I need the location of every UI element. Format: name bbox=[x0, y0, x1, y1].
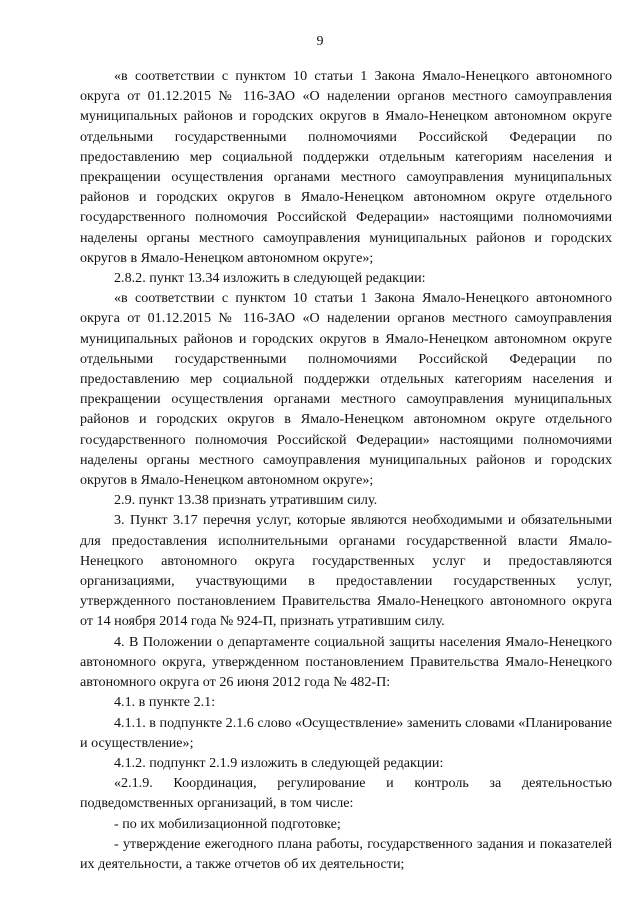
paragraph-law-reference-2: «в соответствии с пунктом 10 статьи 1 Закона Ямало-Ненецкого автономного округа от 01.12.2015 № 116-ЗАО «О наделении органов местного самоуправления муниципальных районов и городских округов в Ямало-Ненецком автономном округе отдельными государственными полномочиями Российской Федерации по предоставлению мер социальной поддержки отдельных категориям населения и прекращении осуществления органами местного самоуправления муниципальных районов и городских округов в Ямало-Ненецком автономном округе отдельного государственного полномочия Российской Федерации» настоящими полномочиями наделены органы местного самоуправления муниципальных районов и городских округов в Ямало-Ненецком автономном округе»; bbox=[80, 290, 612, 489]
paragraph-item-2-1-9: «2.1.9. Координация, регулирование и контроль за деятельностью подведомственных организаций, в том числе: bbox=[80, 775, 612, 812]
paragraph-item-2-9: 2.9. пункт 13.38 признать утратившим силу. bbox=[114, 492, 378, 509]
paragraph-item-3: 3. Пункт 3.17 перечня услуг, которые являются необходимыми и обязательными для предоставления исполнительными органами государственной власти Ямало-Ненецкого автономного округа государственных услуг и предоставляются организациями, участвующими в предоставлении государственных услуг, утвержденного постановлением Правительства Ямало-Ненецкого автономного округа от 14 ноября 2014 года № 924-П, признать утратившим силу. bbox=[80, 512, 612, 630]
page-number: 9 bbox=[316, 34, 324, 49]
paragraph-list-annual-plan: - утверждение ежегодного плана работы, государственного задания и показателей их деятельности, а также отчетов об их деятельности; bbox=[80, 835, 612, 872]
paragraph-list-mobilization: - по их мобилизационной подготовке; bbox=[114, 815, 341, 832]
paragraph-item-2-8-2: 2.8.2. пункт 13.34 изложить в следующей редакции: bbox=[114, 270, 426, 287]
paragraph-item-4-1-2: 4.1.2. подпункт 2.1.9 изложить в следующей редакции: bbox=[114, 754, 444, 771]
paragraph-item-4: 4. В Положении о департаменте социальной защиты населения Ямало-Ненецкого автономного округа, утвержденном постановлением Правительства Ямало-Ненецкого автономного округа от 26 июня 2012 года № 482-П: bbox=[80, 633, 612, 691]
document-body bbox=[80, 66, 612, 874]
paragraph-item-4-1-1: 4.1.1. в подпункте 2.1.6 слово «Осуществление» заменить словами «Планирование и осуществление»; bbox=[80, 714, 612, 751]
paragraph-item-4-1: 4.1. в пункте 2.1: bbox=[114, 694, 216, 711]
paragraph-law-reference-1: «в соответствии с пунктом 10 статьи 1 Закона Ямало-Ненецкого автономного округа от 01.12.2015 № 116-ЗАО «О наделении органов местного самоуправления муниципальных районов и городских округов в Ямало-Ненецком автономном округе отдельными государственными полномочиями Российской Федерации по предоставлению мер социальной поддержки отдельным категориям населения и прекращении осуществления органами местного самоуправления муниципальных районов и городских округов в Ямало-Ненецком автономном округе отдельного государственного полномочия Российской Федерации» настоящими полномочиями наделены органы местного самоуправления муниципальных районов и городских округов в Ямало-Ненецком автономном округе»; bbox=[80, 68, 612, 266]
